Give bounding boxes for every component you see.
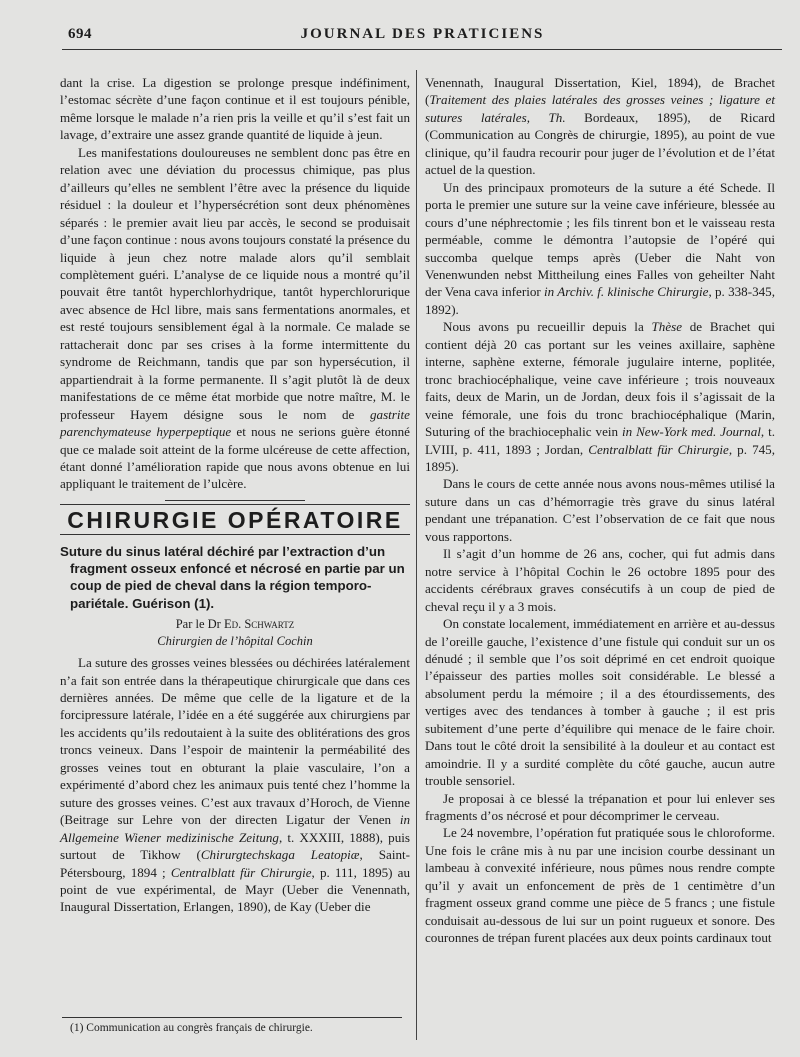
header-rule	[62, 49, 782, 50]
right-p3-a: Nous avons pu recueillir depuis la	[443, 319, 652, 335]
right-p3-italic-2: in New-York med. Journal	[621, 424, 761, 440]
right-p3-italic-1: Thèse	[651, 319, 683, 335]
article-title: Suture du sinus latéral déchiré par l’extraction d’un fragment osseux enfoncé et nécrosé en partie par un coup de pied de cheval dans la région temporo-pariétale. Guérison (1).	[60, 543, 405, 611]
left-p3-c: , Saint-Pétersbourg, 1894 ;	[60, 847, 410, 880]
right-paragraph-1	[425, 74, 775, 179]
right-p2-a: Un des principaux promoteurs de la suture a été Schede. Il porta le premier une suture sur la veine cave inférieure, blessée au cours d’une néphrectomie ; les fils tinrent bon et le vaisseau resta perméable, comme le démontra l’autopsie de l’opéré qui succomba quelque temps après (Ueber die Naht von Venenwunden nebst Mittheilung eines Falles von geheilter Naht der Vena cava inferior	[425, 179, 775, 300]
right-p3-italic-3: Centralblatt für Chirurgie	[588, 441, 729, 457]
right-paragraph-3	[425, 318, 775, 475]
left-paragraph-2-text: Les manifestations douloureuses ne semblent donc pas être en relation avec une déviation du processus chimique, pas plus d’ailleurs qu’elles ne semblent l’être avec la présence du liquide résiduel : la douleur et l’hypersécrétion sont deux phénomènes séparés : le premier avait lieu par accès, le second se produisait d’une façon continue : nous avons toujours constaté la présence du liquide à jeun chez notre malade alors qu’il semblait complètement guéri. L’analyse de ce liquide nous a montré qu’il pouvait être tantôt hyperchlorhydrique, tantôt hyperchlorurique avec absence de Hcl libre, mais sans fermentations anormales, et est resté toujours sensiblement égal à la normale. Ce malade se rattacherait donc par ses crises à la forme intermittente du syndrome de Reichmann, tandis que par son hypersécution, il appartiendrait à la forme permanente. Il s’agit plutôt là de deux manifestations de ce même état morbide que notre maître, M. le professeur Hayem désigne sous le nom de	[60, 144, 410, 422]
right-paragraph-2	[425, 179, 775, 319]
left-p3-b: , t. XXXIII, 1888), puis surtout de Tikhow (	[60, 829, 410, 863]
section-rule	[165, 500, 305, 501]
left-p3-a: La suture des grosses veines blessées ou déchirées latéralement n’a fait son entrée dans la thérapeutique chirurgicale que dans ces dernières années. De même que celle de la ligature et de la forcipressure latérale, l’idée en a été suggérée aux chirurgiens par les accidents qu’ils redoutaient à la suite des oblitérations des gros troncs veineux. Dans l’espoir de maintenir la perméabilité des grosses veines tout en obturant la plaie vasculaire, l’on a expérimenté d’abord chez les animaux puis tenté chez l’homme la suture des grosses veines. C’est aux travaux d’Horoch, de Vienne (Beitrage sur Lehre von der directen Ligatur der Venen	[60, 655, 410, 828]
right-column	[425, 74, 775, 947]
right-p2-italic: in Archiv. f. klinische Chirurgie	[544, 284, 709, 300]
right-p3-c: , t. LVIII, p. 411, 1893 ; Jordan,	[425, 424, 775, 457]
left-paragraph-1: dant la crise. La digestion se prolonge presque indéfiniment, l’estomac sécrète d’une façon continue et il est toujours pénible, même lorsque le malade n’a rien pris la veille et qu’il s’est fait un lavage, d’extraire une assez grande quantité de liquide à jeun.	[60, 75, 410, 143]
left-p3-italic-3: Centralblatt für Chirurgie	[170, 864, 312, 880]
right-p1-italic: Traitement des plaies latérales des grosses veines ; ligature et sutures latérales, Th.	[425, 92, 775, 125]
left-p3-d: , p. 111, 1895) au point de vue expérimental, de Mayr (Ueber die Venennath, Inaugural Dissertation, Erlangen, 1890), de Kay (Ueber die	[60, 864, 411, 915]
byline-prefix: Par le Dr	[175, 617, 224, 632]
right-paragraph-8: Le 24 novembre, l’opération fut pratiquée sous le chloroforme. Une fois le crâne mis à nu par une incision courbe dessinant un lambeau à convexité inférieure, nous pûmes nous rendre compte qu’il y avait un enfoncement de près de 1 centimètre d’un fragment osseux grand comme une pièce de 5 francs ; une fistule conduisait au-dessous de lui sur un point rugueux et sonore. Des couronnes de trépan furent placées aux deux points cardinaux tout	[425, 825, 775, 946]
left-paragraph-2-italic: gastrite parenchymateuse hyperpeptique	[60, 406, 410, 440]
right-p3-b: de Brachet qui contient déjà 20 cas portant sur les veines axillaire, saphène interne, saphène externe, fémorale jugulaire interne, poplitée, tronc brachiocéphalique, veine cave inférieure ; trois nouveaux faits, deux de Marin, un de Jordan, deux fois il s’agissait de la veine fémorale, une fois du tronc brachiocéphalique (Marin, Suturing of the brachiocephalic vein	[425, 319, 775, 440]
right-p3-d: , p. 745, 1895).	[425, 441, 775, 474]
right-p1-b: Bordeaux, 1895), de Ricard (Communication au Congrès de chirurgie, 1895), au point de vue clinique, qu’il faudra recourir pour juger de l’évolution et de l’état actuel de la question.	[425, 109, 775, 178]
left-p3-italic-1: in Allgemeine Wiener medizinische Zeitung	[60, 812, 410, 845]
section-title: CHIRURGIE OPÉRATOIRE	[60, 504, 410, 535]
left-paragraph-2	[60, 144, 410, 493]
right-paragraph-4: Dans le cours de cette année nous avons nous-mêmes utilisé la suture dans un cas d’hémorragie très grave du sinus latéral pendant une trépanation. C’est l’observation de ce fait que nous vous rapportons.	[425, 476, 775, 544]
footnote: (1) Communication au congrès français de chirurgie.	[70, 1022, 313, 1034]
column-divider	[416, 70, 417, 1040]
page-number: 694	[68, 26, 92, 42]
right-paragraph-7: Je proposai à ce blessé la trépanation et pour lui enlever ses fragments d’os nécrosé et pour décomprimer le cerveau.	[425, 790, 775, 824]
left-column	[60, 74, 410, 916]
right-paragraph-6: On constate localement, immédiatement en arrière et au-dessus de l’oreille gauche, l’existence d’une fistule qui conduit sur un os dénudé ; il semble que l’os soit déprimé en cet endroit quoique l’épaisseur des parties molles soit considérable. Le blessé a absolument perdu la mémoire ; il a des étourdissements, des vertiges avec des tendances à tomber à gauche ; il est pris subitement d’une perte d’équilibre qui menace de le faire choir. Dans tout le côté droit la sensibilité à la douleur et au contact est amoindrie. Il y a surdité complète du côté gauche, aucun autre trouble sensoriel.	[425, 616, 775, 789]
right-p2-b: , p. 338-345, 1892).	[425, 284, 776, 317]
section-heading-block	[60, 500, 410, 535]
left-paragraph-3	[60, 654, 410, 916]
page-header	[60, 26, 785, 46]
left-p3-italic-2: Chirurgtechskaga Leatopiæ	[200, 847, 360, 863]
footnote-rule	[62, 1017, 402, 1018]
author-name: Ed. Schwartz	[223, 617, 295, 632]
author-affiliation: Chirurgien de l’hôpital Cochin	[157, 634, 313, 649]
right-p1-a: Venennath, Inaugural Dissertation, Kiel, 1894), de Brachet (	[425, 75, 775, 108]
byline	[60, 616, 410, 633]
right-paragraph-5: Il s’agit d’un homme de 26 ans, cocher, qui fut admis dans notre service à l’hôpital Cochin le 26 octobre 1895 pour des accidents cérébraux graves consécutifs à un coup de pied de cheval reçu il y a 3 mois.	[425, 546, 775, 614]
left-paragraph-2-end: et nous ne serions guère étonné que ce malade soit atteint de la forme ulcéreuse de cette affection, étant donné l’amélioration rapide que nous avons obtenue en lui appliquant le traitement de l’ulcère.	[60, 424, 410, 492]
journal-title: JOURNAL DES PRATICIENS	[300, 26, 545, 42]
